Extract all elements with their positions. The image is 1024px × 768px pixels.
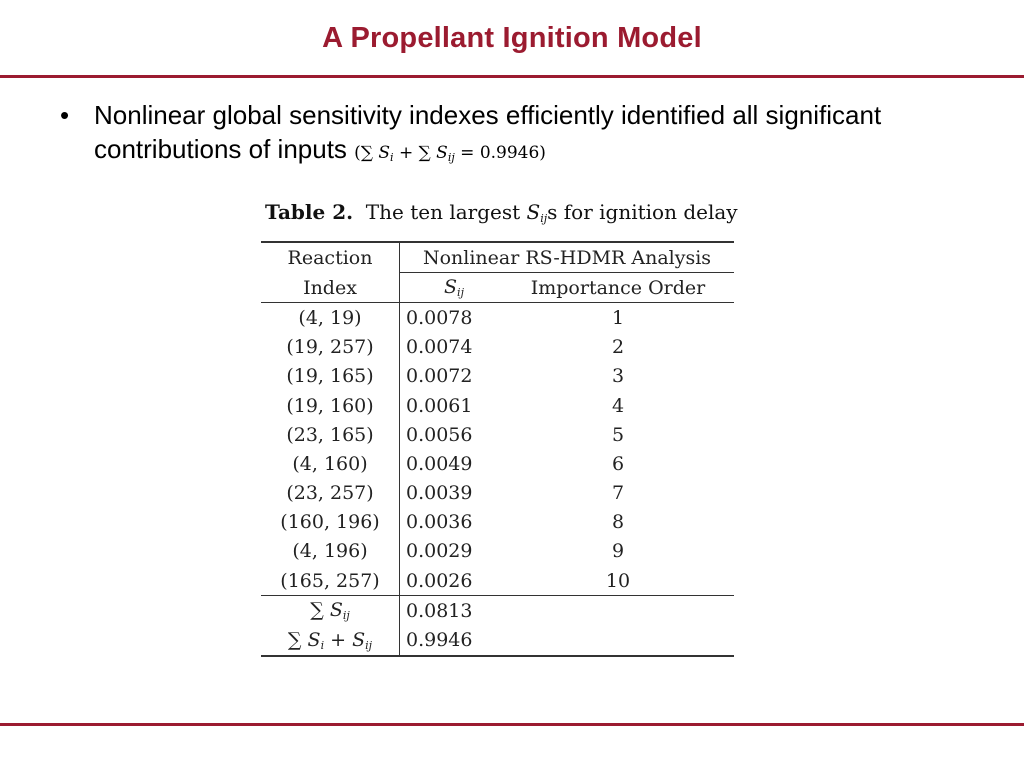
cell-reaction-index: (4, 196) bbox=[292, 540, 368, 563]
table-header-row-2 bbox=[261, 273, 734, 303]
header-analysis: Nonlinear RS-HDMR Analysis bbox=[400, 242, 735, 273]
cell-importance-order: 10 bbox=[605, 569, 631, 592]
totals-sum-sij-label: ∑ $S_{ij}$ bbox=[261, 596, 400, 626]
table-row bbox=[261, 566, 734, 596]
slide-title: A Propellant Ignition Model bbox=[322, 22, 702, 54]
cell-reaction-index: (19, 257) bbox=[286, 336, 374, 359]
table-row bbox=[261, 333, 734, 362]
cell-importance-order: 2 bbox=[611, 336, 625, 359]
bullet-formula: (∑ $S_i$ + ∑ $S_{ij} = 0.9946$) bbox=[354, 143, 546, 164]
totals-sum-all-label: ∑ $S_i + S_{ij}$ bbox=[261, 625, 400, 655]
totals-sum-sij-value: 0.0813 bbox=[400, 596, 503, 626]
cell-reaction-index: (23, 165) bbox=[286, 423, 374, 446]
cell-reaction-index: (23, 257) bbox=[286, 482, 374, 505]
top-divider bbox=[0, 75, 1024, 78]
cell-sij-value: 0.0029 bbox=[400, 537, 503, 566]
header-importance: Importance Order bbox=[502, 273, 734, 303]
cell-importance-order: 9 bbox=[611, 540, 625, 563]
cell-reaction-index: (19, 165) bbox=[286, 365, 374, 388]
totals-row-sum-all bbox=[261, 625, 734, 655]
table-row bbox=[261, 537, 734, 566]
cell-reaction-index: (4, 19) bbox=[298, 306, 362, 329]
cell-importance-order: 1 bbox=[611, 306, 625, 329]
cell-sij-value: 0.0078 bbox=[400, 303, 503, 333]
table-row bbox=[261, 362, 734, 391]
bottom-divider bbox=[0, 723, 1024, 726]
header-sij: $S_{ij}$ bbox=[400, 273, 503, 303]
totals-sum-all-value: 0.9946 bbox=[400, 625, 503, 655]
table-caption: Table 2. The ten largest $S_{ij}s$ for ignition delay bbox=[265, 200, 738, 225]
cell-importance-order: 4 bbox=[611, 394, 625, 417]
cell-sij-value: 0.0049 bbox=[400, 449, 503, 478]
header-index: Index bbox=[261, 273, 400, 303]
cell-reaction-index: (165, 257) bbox=[280, 569, 380, 592]
cell-sij-value: 0.0056 bbox=[400, 420, 503, 449]
bullet-text: Nonlinear global sensitivity indexes efficiently identified all significant contributions of inputs bbox=[94, 100, 882, 164]
bullet-formula-value: 0.9946 bbox=[479, 143, 540, 163]
table-row bbox=[261, 508, 734, 537]
table-row bbox=[261, 391, 734, 420]
cell-reaction-index: (4, 160) bbox=[292, 452, 368, 475]
cell-reaction-index: (160, 196) bbox=[280, 511, 380, 534]
cell-sij-value: 0.0039 bbox=[400, 479, 503, 508]
cell-importance-order: 6 bbox=[611, 452, 625, 475]
table-caption-label: Table 2. bbox=[265, 200, 354, 224]
table-row bbox=[261, 420, 734, 449]
bullet-marker: • bbox=[60, 100, 70, 130]
cell-importance-order: 5 bbox=[611, 423, 625, 446]
sensitivity-table bbox=[261, 241, 734, 657]
table-row bbox=[261, 303, 734, 333]
cell-reaction-index: (19, 160) bbox=[286, 394, 374, 417]
cell-importance-order: 3 bbox=[611, 365, 625, 388]
cell-sij-value: 0.0036 bbox=[400, 508, 503, 537]
cell-sij-value: 0.0061 bbox=[400, 391, 503, 420]
cell-sij-value: 0.0072 bbox=[400, 362, 503, 391]
header-reaction: Reaction bbox=[261, 242, 400, 273]
cell-sij-value: 0.0074 bbox=[400, 333, 503, 362]
table-row bbox=[261, 449, 734, 478]
cell-sij-value: 0.0026 bbox=[400, 566, 503, 596]
table-header-row-1 bbox=[261, 242, 734, 273]
bullet-text-container bbox=[94, 98, 974, 175]
table-row bbox=[261, 479, 734, 508]
cell-importance-order: 8 bbox=[611, 511, 625, 534]
totals-row-sum-sij bbox=[261, 596, 734, 626]
cell-importance-order: 7 bbox=[611, 482, 625, 505]
